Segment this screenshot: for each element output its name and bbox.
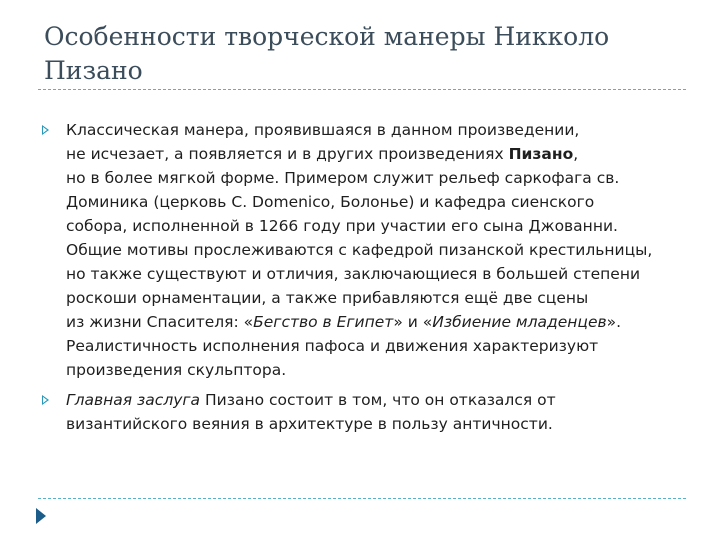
text-line xyxy=(66,388,680,412)
bullet-arrow-icon xyxy=(42,395,49,405)
italic-text: Избиение младенцев xyxy=(432,313,607,331)
slide-title: Особенности творческой манеры Никколо Пизано xyxy=(44,22,610,85)
text-run: » и « xyxy=(393,313,433,331)
text-line xyxy=(66,142,680,166)
text-run: ». xyxy=(606,313,622,331)
text-run: из жизни Спасителя: « xyxy=(66,313,254,331)
text-line: но также существуют и отличия, заключающиеся в большей степени xyxy=(66,265,641,283)
text-line xyxy=(66,310,680,334)
text-run: не исчезает, а появляется и в других произведениях xyxy=(66,145,509,163)
italic-text: Бегство в Египет xyxy=(253,313,394,331)
corner-chevron-icon xyxy=(36,508,46,524)
text-run: , xyxy=(573,145,579,163)
bullet-list xyxy=(40,118,680,442)
text-line: собора, исполненной в 1266 году при участии его сына Джованни. xyxy=(66,217,618,235)
bold-text: Пизано xyxy=(508,145,574,163)
text-line: роскоши орнаментации, а также прибавляются ещё две сцены xyxy=(66,289,589,307)
top-divider xyxy=(38,89,686,90)
text-line: Классическая манера, проявившаяся в данном произведении, xyxy=(66,121,580,139)
text-line: Общие мотивы прослеживаются с кафедрой пизанской крестильницы, xyxy=(66,241,653,259)
text-line: но в более мягкой форме. Примером служит рельеф саркофага св. xyxy=(66,169,620,187)
bullet-item-1 xyxy=(40,118,680,382)
bullet-arrow-icon xyxy=(42,125,49,135)
bullet-item-2 xyxy=(40,388,680,436)
text-line: произведения скульптора. xyxy=(66,361,287,379)
bottom-divider xyxy=(38,498,686,499)
text-line: византийского веяния в архитектуре в пользу античности. xyxy=(66,415,553,433)
text-run: Пизано состоит в том, что он отказался от xyxy=(200,391,556,409)
text-line: Реалистичность исполнения пафоса и движения характеризуют xyxy=(66,337,599,355)
italic-text: Главная заслуга xyxy=(66,391,201,409)
text-line: Доминика (церковь С. Domenico, Болонье) и кафедра сиенского xyxy=(66,193,595,211)
